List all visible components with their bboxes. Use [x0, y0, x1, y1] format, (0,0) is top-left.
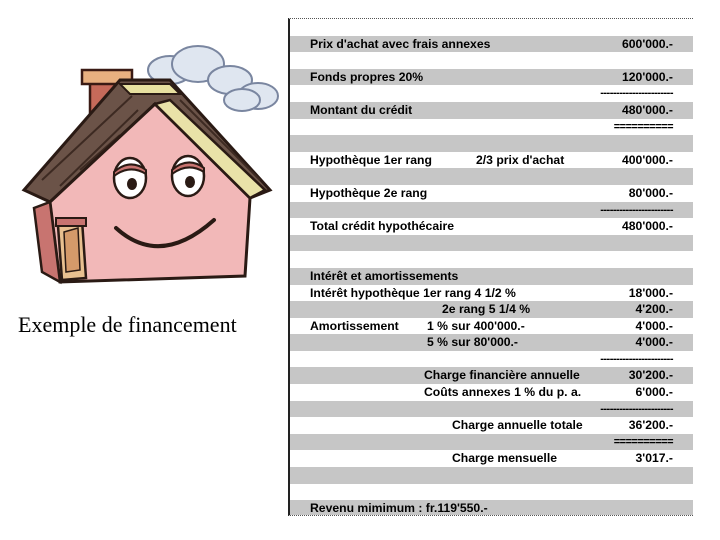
row-label: Intérêt et amortissements	[310, 268, 459, 283]
sheet-row	[290, 202, 693, 219]
sheet-row	[290, 500, 693, 516]
door	[56, 218, 86, 280]
row-amount: 18'000.-	[628, 285, 673, 300]
sheet-row	[290, 334, 693, 351]
sheet-row	[290, 450, 693, 467]
sheet-row	[290, 417, 693, 434]
row-label: Charge annuelle totale	[452, 418, 583, 433]
sheet-row	[290, 69, 693, 86]
sheet-row	[290, 85, 693, 102]
sheet-row	[290, 52, 693, 69]
separator-line: -----------------------	[600, 203, 673, 216]
row-amount: 4'000.-	[635, 335, 673, 350]
separator-line: -----------------------	[600, 402, 673, 415]
sheet-row	[290, 434, 693, 451]
row-label: 2/3 prix d'achat	[476, 152, 565, 167]
sheet-row	[290, 36, 693, 53]
row-label: Hypothèque 1er rang	[310, 152, 432, 167]
row-label: Revenu mimimum : fr.119'550.-	[310, 501, 488, 516]
row-label: Total crédit hypothécaire	[310, 219, 455, 234]
row-amount: 480'000.-	[621, 102, 673, 117]
sheet-row	[290, 119, 693, 136]
sheet-row	[290, 168, 693, 185]
sheet-row	[290, 235, 693, 252]
sheet-row	[290, 251, 693, 268]
row-label: Coûts annexes 1 % du p. a.	[424, 385, 582, 400]
row-label: Montant du crédit	[310, 102, 413, 117]
caption: Exemple de financement	[18, 312, 237, 337]
sheet-row	[290, 185, 693, 202]
row-label: 2e rang 5 1/4 %	[442, 302, 531, 317]
house-clipart	[20, 40, 290, 300]
sheet-row	[290, 152, 693, 169]
row-label: Intérêt hypothèque 1er rang 4 1/2 %	[310, 285, 516, 300]
sheet-row	[290, 301, 693, 318]
sheet-rows	[290, 19, 693, 516]
row-amount: 80'000.-	[628, 185, 673, 200]
row-label: 1 % sur 400'000.-	[427, 318, 525, 333]
sheet-row	[290, 467, 693, 484]
sheet-row	[290, 102, 693, 119]
row-amount: 4'000.-	[635, 318, 673, 333]
row-label: Charge mensuelle	[452, 451, 557, 466]
row-label: Hypothèque 2e rang	[310, 185, 428, 200]
row-amount: 6'000.-	[635, 385, 673, 400]
row-label: 5 % sur 80'000.-	[427, 335, 518, 350]
row-label: Charge financière annuelle	[424, 368, 580, 383]
row-amount: 480'000.-	[621, 219, 673, 234]
row-label: Fonds propres 20%	[310, 69, 424, 84]
row-amount: 36'200.-	[628, 418, 673, 433]
sheet-row	[290, 318, 693, 335]
row-amount: 600'000.-	[621, 36, 673, 51]
separator-line: ==========	[613, 435, 673, 448]
row-amount: 120'000.-	[621, 69, 673, 84]
separator-line: -----------------------	[600, 87, 673, 100]
sheet-row	[290, 384, 693, 401]
separator-line: ==========	[613, 120, 673, 133]
sheet-row	[290, 484, 693, 501]
sheet-row	[290, 218, 693, 235]
row-amount: 4'200.-	[635, 302, 673, 317]
sheet-row	[290, 351, 693, 368]
sheet-row	[290, 19, 693, 36]
row-amount: 3'017.-	[635, 451, 673, 466]
sheet-row	[290, 135, 693, 152]
row-amount: 30'200.-	[628, 368, 673, 383]
sheet-row	[290, 285, 693, 302]
sheet-row	[290, 401, 693, 418]
row-label: Amortissement	[310, 318, 399, 333]
sheet-row	[290, 268, 693, 285]
row-amount: 400'000.-	[621, 152, 673, 167]
financing-sheet	[288, 18, 693, 516]
separator-line: -----------------------	[600, 352, 673, 365]
sheet-row	[290, 367, 693, 384]
row-label: Prix d'achat avec frais annexes	[310, 36, 491, 51]
